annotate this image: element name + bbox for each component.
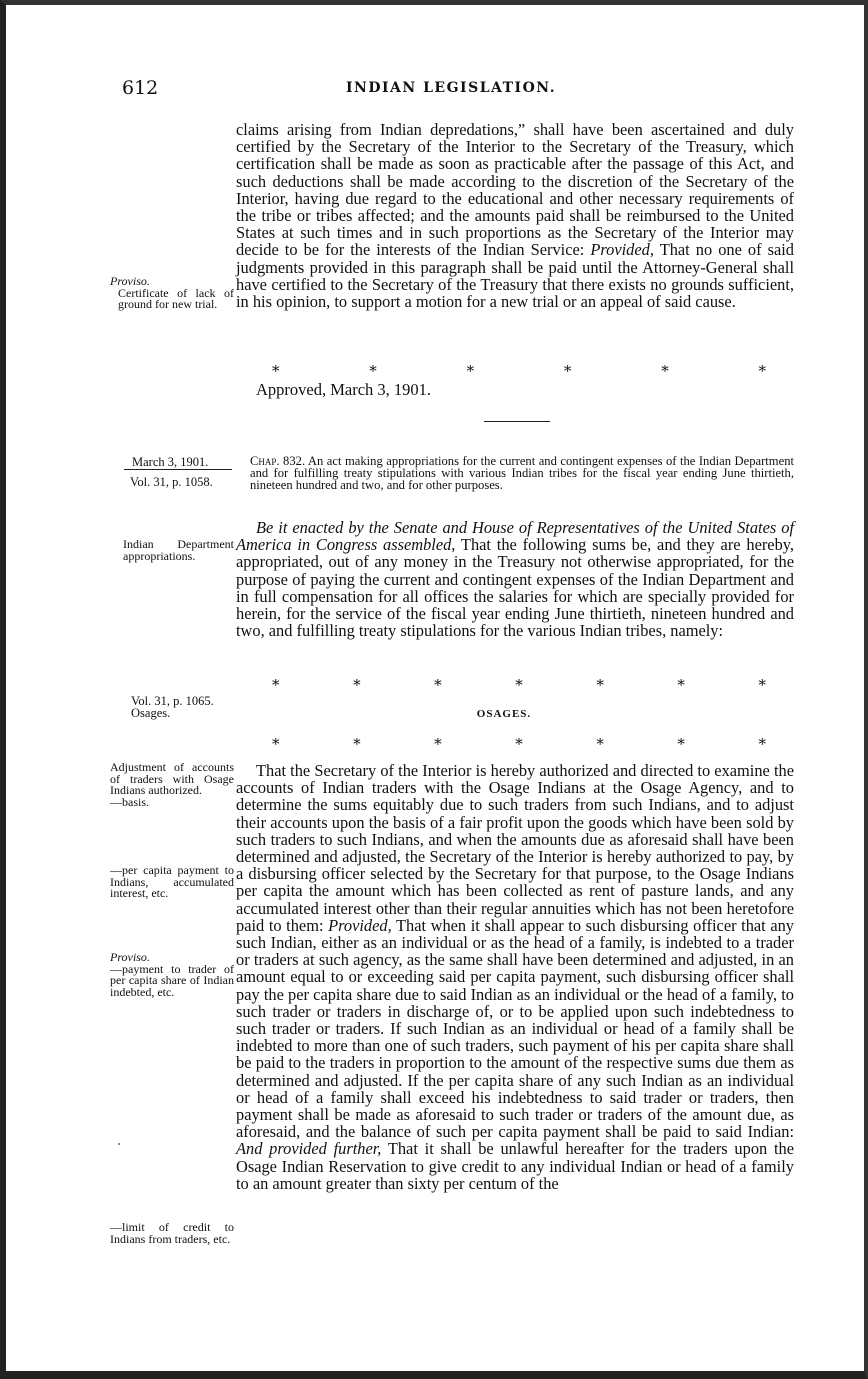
osage-text-2: That when it shall appear to such disbursing officer that any such Indian, either as an individual or as the head of a family, is indebted to a trader or traders at such agency, as the same shall have been determined and adjusted, in an amount equal to or exceeding said per capita payment, such disbursing officer shall pay the per capita share due to said Indian as an individual or the head of a family, to such trader or traders in discharge of, or to be applied upon such indebtedness to such trader or traders. If such Indian as an individual or head of a family shall be indebted to more than one of such traders, such payment of his per capita share shall be paid to the traders in proportion to the amount of the respective sums due them as determined and adjusted. If the per capita share of any such Indian as an individual or head of a family shall exceed his indebtedness to said trader or traders, then payment shall be made as aforesaid to such trader or traders of the amount due, as aforesaid, and the balance of such per capita payment shall be paid to said Indian: [236,915,794,1142]
enacting-text: That the following sums be, and they are hereby, appropriated, out of any money in the Treasury not otherwise appropriated, for the purpose of paying the current and contingent expenses of the Indian Department and in full compensation for all offices the salaries for which are specially provided for herein, for the service of the fiscal year ending June thirtieth, nineteen hundred and two, and fulfilling treaty stipulations for the various Indian tribes, namely: [236,535,795,641]
paragraph-enacting [236,519,794,639]
paragraph-osage-traders [236,762,794,1192]
margin-note-per-capita: —per capita payment to Indians, accumulated interest, etc. [110,863,234,900]
provided-word: Provided, [590,240,654,260]
page-number: 612 [122,77,159,99]
claims-proviso-text: That no one of said judgments provided in this paragraph shall be paid until the Attorney-General shall have certified to the Secretary of the Treasury that there exists no grounds sufficient, in his opinion, to support a motion for a new trial or an appeal of said cause. [236,240,794,312]
margin-certificate-note: Certificate of lack of ground for new trial. [118,285,234,311]
chapter-date: March 3, 1901. [132,455,209,469]
margin-date-rule [124,469,232,470]
chapter-volume-ref: Vol. 31, p. 1058. [130,475,213,489]
chapter-title [250,455,794,491]
osage-provided-2: And provided further, [236,1139,382,1159]
chapter-description: An act making appropriations for the current and contingent expenses of the Indian Department and for fulfilling treaty stipulations with various Indian tribes for the fiscal year ending June thirtieth, nineteen hundred and two, and for other purposes. [250,454,794,492]
ellipsis-stars-3: * * * * * * * [272,735,766,753]
margin-proviso-label: Proviso. [110,274,150,288]
osages-margin-label: Osages. [131,706,171,720]
paragraph-claims [236,121,794,310]
ellipsis-stars-2: * * * * * * * [272,676,766,694]
margin-note-proviso-1 [110,276,234,311]
margin-payment-note: —payment to trader of per capita share of Indian indebted, etc. [110,961,234,999]
osages-heading: OSAGES. [476,708,532,720]
claims-text: claims arising from Indian depredations,” shall have been ascertained and duly certified by the Secretary of the Interior to the Secretary of the Treasury, which certification shall be made as soon as practicable after the passage of this Act, and such deductions shall be made according to the discretion of the Secretary of the Interior, having due regard to the educational and other necessary requirements of the tribe or tribes affected; and the amounts paid shall be reimbursed to the United States at such times and in such proportions as the Secretary of the Interior may decide to be for the interests of the Indian Service: [236,120,794,260]
stray-mark [118,1143,120,1145]
running-title: INDIAN LEGISLATION. [346,80,557,96]
osage-provided-1: Provided, [328,915,392,935]
approved-line: Approved, March 3, 1901. [256,380,432,399]
margin-basis: —basis. [110,794,149,809]
margin-note-proviso-2 [110,952,234,998]
osages-volume-ref: Vol. 31, p. 1065. [131,694,214,708]
margin-proviso-label-2: Proviso. [110,950,150,964]
margin-note-adjustment: Adjustment of accounts of traders with Osage Indians authorized. —basis. [110,760,234,809]
osage-text-3: That it shall be unlawful hereafter for the traders upon the Osage Indian Reservation to give credit to any individual Indian or head of a family to an amount greater than sixty per centum of the [236,1139,794,1193]
ellipsis-stars-1: * * * * * * [272,362,766,380]
chapter-label: Chap. 832. [250,454,306,468]
margin-note-appropriations: Indian Department appropriations. [123,537,234,563]
enacting-clause: Be it enacted by the Senate and House of Representatives of the United States of America in Congress assembled, [236,518,794,555]
osage-text-1: That the Secretary of the Interior is hereby authorized and directed to examine the accounts of Indian traders with the Osage Indians at the Osage Agency, and to determine the sums equitably due to such traders from such Indians, and to adjust their accounts upon the basis of a fair profit upon the goods which have been sold by such traders to such Indians, and when the amounts due as aforesaid shall have been determined and adjusted, the Secretary of the Interior is hereby authorized to pay, by a disbursing officer selected by the Secretary for that purpose, to the Osage Indians per capita the amount which has been collected as rent of pasture lands, and any accumulated interest other than their regular annuities which has not been heretofore paid to them: [236,761,794,935]
section-divider [484,421,550,422]
margin-note-limit: —limit of credit to Indians from traders, etc. [110,1220,234,1246]
